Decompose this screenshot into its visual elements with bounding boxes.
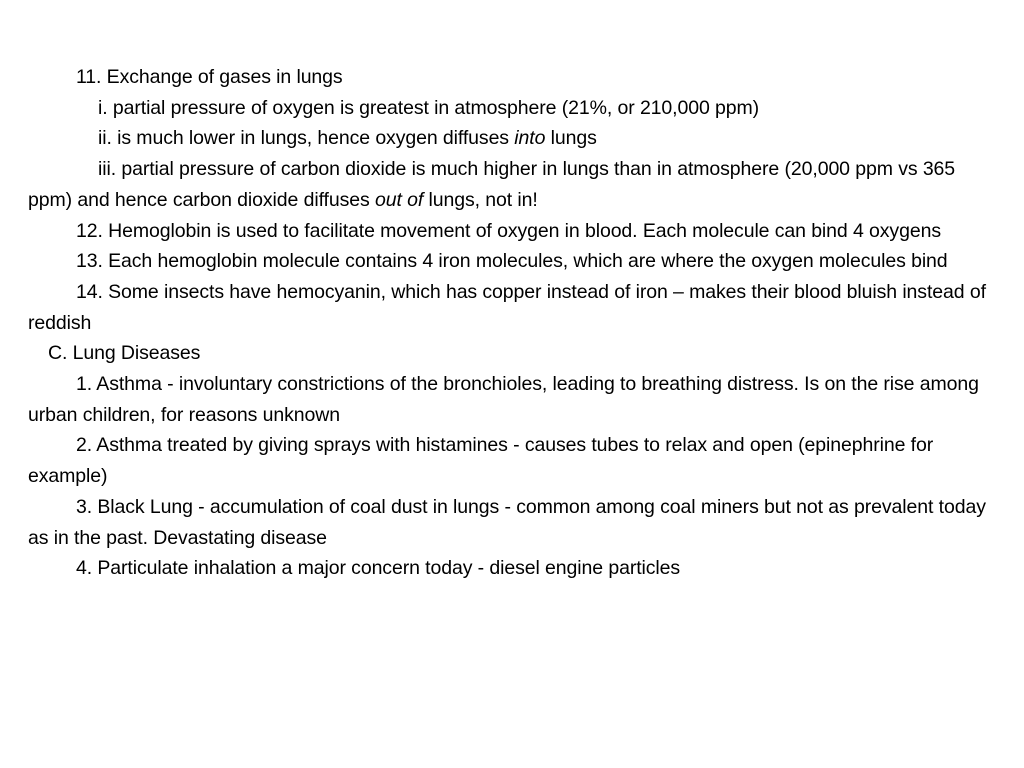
section-heading-lung-diseases: C. Lung Diseases bbox=[48, 342, 201, 365]
text-run: ii. is much lower in lungs, hence oxygen diffuses bbox=[98, 127, 515, 150]
outline-item-hemoglobin: 12. Hemoglobin is used to facilitate movement of oxygen in blood. Each molecule can bind 4 oxygens bbox=[76, 219, 941, 242]
outline-item-hemocyanin: 14. Some insects have hemocyanin, which has copper instead of iron – makes their blood bluish instead of reddish bbox=[28, 280, 986, 334]
outline-item-exchange-of-gases: 11. Exchange of gases in lungs bbox=[76, 66, 343, 88]
outline-subitem-carbon-dioxide bbox=[28, 154, 998, 215]
outline-item-asthma: 1. Asthma - involuntary constrictions of the bronchioles, leading to breathing distress. Is on the rise among urban children, for reasons unknown bbox=[28, 373, 979, 426]
outline-item-particulate-inhalation: 4. Particulate inhalation a major concern today - diesel engine particles bbox=[76, 557, 681, 580]
emphasis-text: out of bbox=[374, 188, 424, 211]
outline-subitem-oxygen-atmosphere: i. partial pressure of oxygen is greatest in atmosphere (21%, or 210,000 ppm) bbox=[98, 96, 760, 119]
outline-item-iron-molecules: 13. Each hemoglobin molecule contains 4 iron molecules, which are where the oxygen molecules bind bbox=[76, 250, 948, 273]
text-run: lungs bbox=[545, 127, 597, 150]
slide-body-text bbox=[28, 62, 998, 584]
text-run: iii. partial pressure of carbon dioxide is much higher in lungs than in atmosphere (20,000 ppm vs 365 ppm) and hence carbon dioxide diffuses bbox=[28, 158, 956, 211]
outline-subitem-oxygen-lungs bbox=[28, 123, 998, 154]
text-run: lungs, not in! bbox=[423, 188, 538, 211]
outline-item-black-lung: 3. Black Lung - accumulation of coal dust in lungs - common among coal miners but not as prevalent today as in the past. Devastating disease bbox=[28, 495, 986, 549]
outline-item-asthma-treatment: 2. Asthma treated by giving sprays with histamines - causes tubes to relax and open (epinephrine for example) bbox=[28, 434, 934, 488]
emphasis-text: into bbox=[514, 127, 546, 150]
